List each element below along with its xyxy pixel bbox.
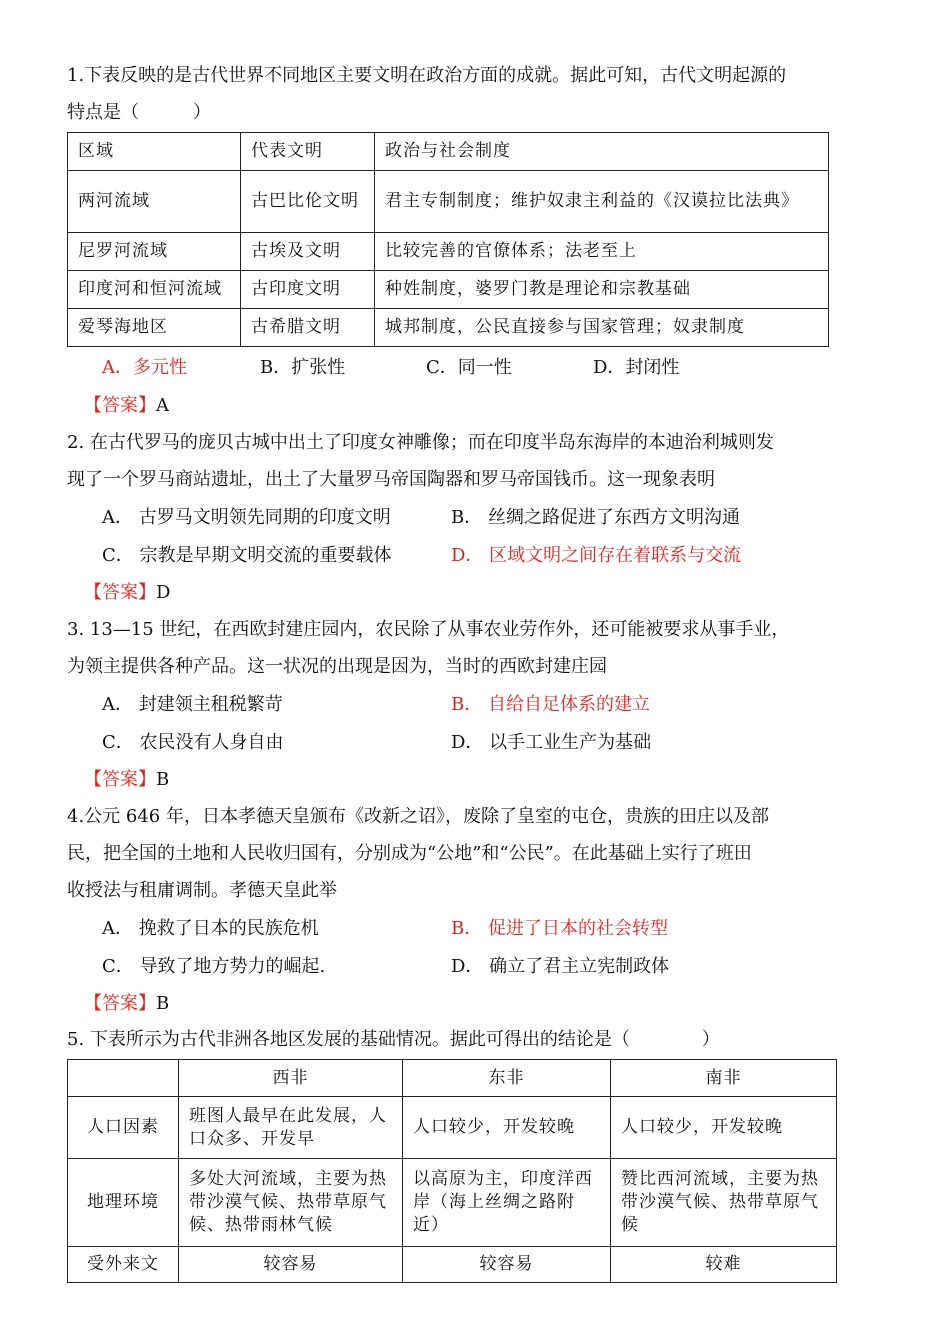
q5-cell: 赞比西河流域，主要为热带沙漠气候、热带草原气候: [611, 1159, 837, 1247]
q1-cell: 种姓制度，婆罗门教是理论和宗教基础: [375, 271, 829, 309]
q1-table-header-row: [68, 133, 829, 171]
q4-stem-line3: 收授法与租庸调制。孝德天皇此举: [67, 880, 337, 901]
q1-answer: [84, 395, 169, 417]
q4-stem-line1: 4.公元 646 年，日本孝德天皇颁布《改新之诏》，废除了皇室的屯仓，贵族的田庄以及部: [67, 806, 769, 827]
answer-tag: 【答案】: [84, 582, 156, 603]
q1-cell: 印度河和恒河流域: [68, 271, 241, 309]
q1-th-region: 区域: [68, 133, 241, 171]
q2-option-b: B． 丝绸之路促进了东西方文明沟通: [451, 507, 740, 528]
q1-table: [67, 132, 829, 347]
q5-cell: 较容易: [179, 1247, 403, 1283]
answer-tag: 【答案】: [84, 395, 156, 416]
q5-th-blank: [68, 1060, 179, 1097]
q1-cell: 两河流域: [68, 171, 241, 233]
q4-option-a: A． 挽救了日本的民族危机: [102, 918, 319, 939]
q5-cell: 较容易: [403, 1247, 611, 1283]
q5-th-east: 东非: [403, 1060, 611, 1097]
q5-cell: 多处大河流域，主要为热带沙漠气候、热带草原气候、热带雨林气候: [179, 1159, 403, 1247]
q2-option-a: A． 古罗马文明领先同期的印度文明: [102, 507, 391, 528]
q3-answer: [84, 769, 169, 791]
q1-stem-line1: 1.下表反映的是古代世界不同地区主要文明在政治方面的成就。据此可知，古代文明起源的: [67, 65, 787, 86]
q1-th-civ: 代表文明: [241, 133, 375, 171]
q1-option-d: D．封闭性: [593, 357, 680, 378]
q2-stem-line1: 2. 在古代罗马的庞贝古城中出土了印度女神雕像；而在印度半岛东海岸的本迪治利城则发: [67, 432, 774, 453]
table-row: [68, 271, 829, 309]
q5-cell: 人口较少，开发较晚: [611, 1097, 837, 1159]
q1-th-system: 政治与社会制度: [375, 133, 829, 171]
answer-tag: 【答案】: [84, 993, 156, 1014]
q3-stem-line2: 为领主提供各种产品。这一状况的出现是因为，当时的西欧封建庄园: [67, 656, 607, 677]
answer-value: B: [156, 769, 170, 790]
answer-tag: 【答案】: [84, 769, 156, 790]
q2-stem-line2: 现了一个罗马商站遗址，出土了大量罗马帝国陶器和罗马帝国钱币。这一现象表明: [67, 469, 715, 490]
q5-cell: 受外来文: [68, 1247, 179, 1283]
answer-value: D: [156, 582, 171, 603]
table-row: [68, 233, 829, 271]
q1-option-b: B．扩张性: [260, 357, 346, 378]
q5-table-header-row: [68, 1060, 837, 1097]
q1-cell: 爱琴海地区: [68, 309, 241, 347]
table-row: [68, 1159, 837, 1247]
table-row: [68, 1097, 837, 1159]
q1-cell: 古埃及文明: [241, 233, 375, 271]
q4-option-d: D． 确立了君主立宪制政体: [451, 956, 670, 977]
q1-cell: 君主专制制度；维护奴隶主利益的《汉谟拉比法典》: [375, 171, 829, 233]
q1-stem-line2: 特点是（ ）: [67, 102, 211, 123]
q1-cell: 比较完善的官僚体系；法老至上: [375, 233, 829, 271]
q1-option-a: A．多元性: [102, 357, 187, 378]
q5-cell: 地理环境: [68, 1159, 179, 1247]
answer-value: A: [156, 395, 169, 416]
q1-cell: 尼罗河流域: [68, 233, 241, 271]
q3-stem-line1: 3. 13—15 世纪，在西欧封建庄园内，农民除了从事农业劳作外，还可能被要求从事手业，: [67, 619, 790, 640]
q2-answer: [84, 582, 170, 604]
q3-option-b: B． 自给自足体系的建立: [451, 694, 650, 715]
q5-stem-line1: 5. 下表所示为古代非洲各地区发展的基础情况。据此可得出的结论是（ ）: [67, 1029, 720, 1050]
answer-value: B: [156, 993, 170, 1014]
q1-cell: 城邦制度，公民直接参与国家管理；奴隶制度: [375, 309, 829, 347]
q4-option-c: C． 导致了地方势力的崛起.: [102, 956, 326, 977]
q4-stem-line2: 民，把全国的土地和人民收归国有，分别成为“公地”和“公民”。在此基础上实行了班田: [67, 843, 752, 864]
q3-option-d: D． 以手工业生产为基础: [451, 732, 652, 753]
q1-cell: 古印度文明: [241, 271, 375, 309]
table-row: [68, 1247, 837, 1283]
q5-cell: 人口因素: [68, 1097, 179, 1159]
q3-option-c: C． 农民没有人身自由: [102, 732, 284, 753]
q5-cell: 以高原为主，印度洋西岸（海上丝绸之路附近）: [403, 1159, 611, 1247]
q5-table: [67, 1059, 837, 1283]
q4-answer: [84, 993, 169, 1015]
q1-cell: 古希腊文明: [241, 309, 375, 347]
q5-cell: 人口较少，开发较晚: [403, 1097, 611, 1159]
q1-cell: 古巴比伦文明: [241, 171, 375, 233]
q1-option-c: C．同一性: [426, 357, 512, 378]
q2-option-c: C． 宗教是早期文明交流的重要载体: [102, 545, 392, 566]
q4-option-b: B． 促进了日本的社会转型: [451, 918, 668, 939]
q3-option-a: A． 封建领主租税繁苛: [102, 694, 283, 715]
q5-cell: 班图人最早在此发展，人口众多、开发早: [179, 1097, 403, 1159]
q2-option-d: D． 区域文明之间存在着联系与交流: [451, 545, 742, 566]
table-row: [68, 171, 829, 233]
q5-th-west: 西非: [179, 1060, 403, 1097]
table-row: [68, 309, 829, 347]
q5-th-south: 南非: [611, 1060, 837, 1097]
q5-cell: 较难: [611, 1247, 837, 1283]
